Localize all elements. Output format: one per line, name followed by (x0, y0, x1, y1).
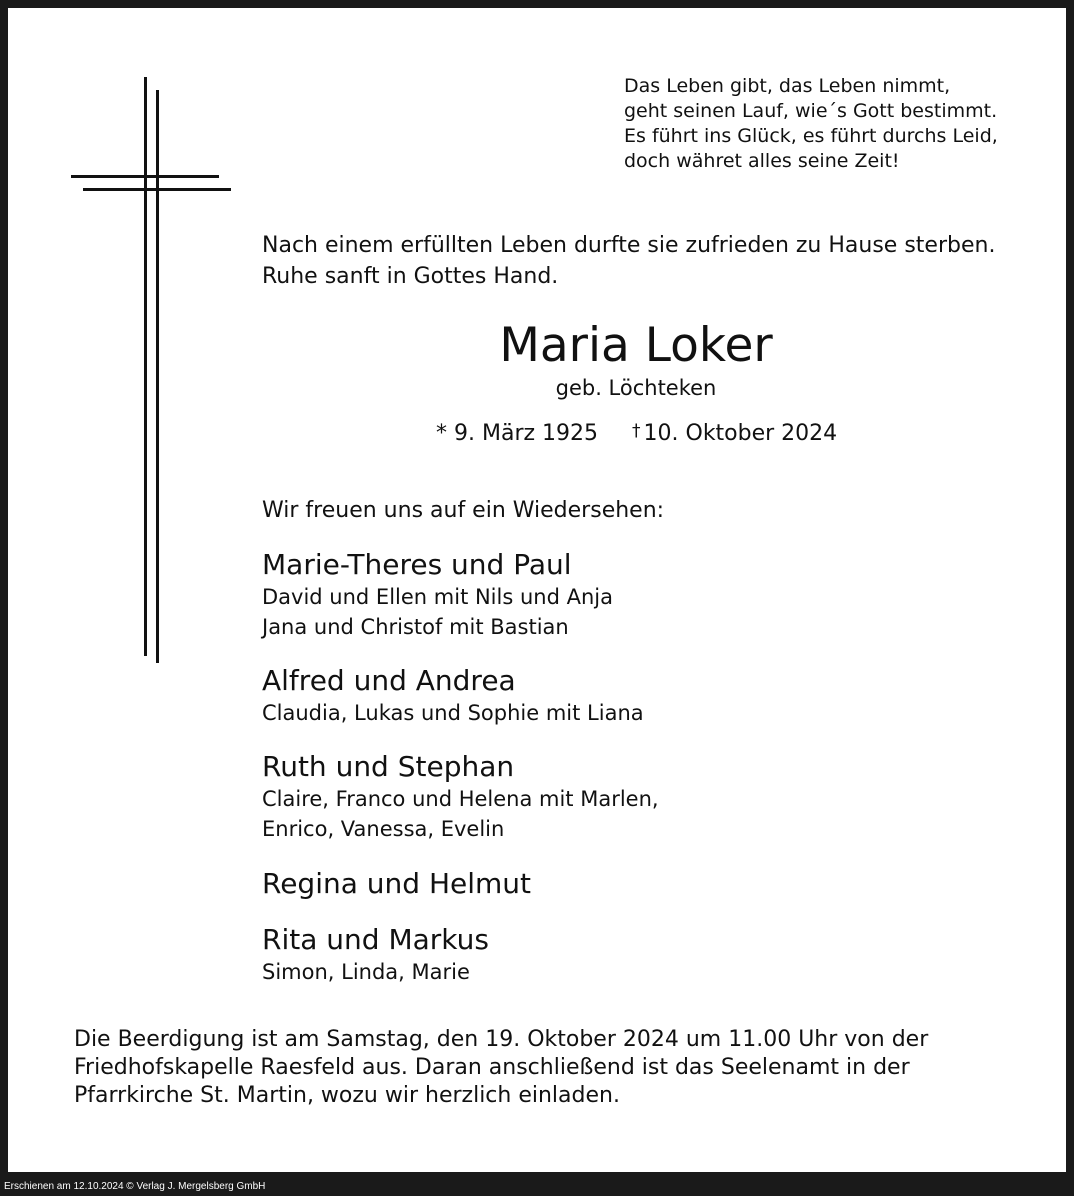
deceased-name: Maria Loker (499, 318, 773, 373)
family-line: Enrico, Vanessa, Evelin (262, 817, 505, 841)
family-line: David und Ellen mit Nils und Anja (262, 585, 613, 609)
family-block (262, 923, 489, 987)
family-head: Alfred und Andrea (262, 664, 516, 697)
maiden-name: geb. Löchteken (555, 376, 717, 400)
death-date: 10. Oktober 2024 (643, 421, 838, 446)
family-line: Simon, Linda, Marie (262, 960, 470, 984)
birth-date: * 9. März 1925 (436, 421, 599, 446)
intro-text: Nach einem erfüllten Leben durfte sie zufrieden zu Hause sterben. Ruhe sanft in Gottes Hand. (262, 233, 996, 289)
family-head: Rita und Markus (262, 923, 489, 956)
family-block (262, 750, 659, 844)
dagger-icon: † (632, 421, 641, 441)
cross-icon (8, 8, 268, 708)
family-head: Marie-Theres und Paul (262, 548, 572, 581)
family-block (262, 664, 644, 728)
family-line: Claudia, Lukas und Sophie mit Liana (262, 701, 644, 725)
publication-footer: Erschienen am 12.10.2024 © Verlag J. Mergelsberg GmbH (4, 1181, 266, 1192)
family-head: Regina und Helmut (262, 867, 532, 900)
family-head: Ruth und Stephan (262, 750, 515, 783)
family-block (262, 867, 531, 901)
mourners-intro: Wir freuen uns auf ein Wiedersehen: (262, 498, 665, 523)
funeral-details: Die Beerdigung ist am Samstag, den 19. Oktober 2024 um 11.00 Uhr von der Friedhofskapelle Raesfeld aus. Daran anschließend ist das Seelenamt in der Pfarrkirche St. Martin, wozu wir herzlich einladen. (74, 1027, 929, 1108)
life-dates (436, 416, 837, 449)
poem-verse: Das Leben gibt, das Leben nimmt, geht seinen Lauf, wie´s Gott bestimmt. Es führt ins Glück, es führt durchs Leid, doch währet alles seine Zeit! (624, 75, 998, 172)
obituary-notice (8, 8, 1066, 1172)
family-line: Jana und Christof mit Bastian (262, 615, 569, 639)
family-line: Claire, Franco und Helena mit Marlen, (262, 787, 659, 811)
family-block (262, 548, 613, 642)
